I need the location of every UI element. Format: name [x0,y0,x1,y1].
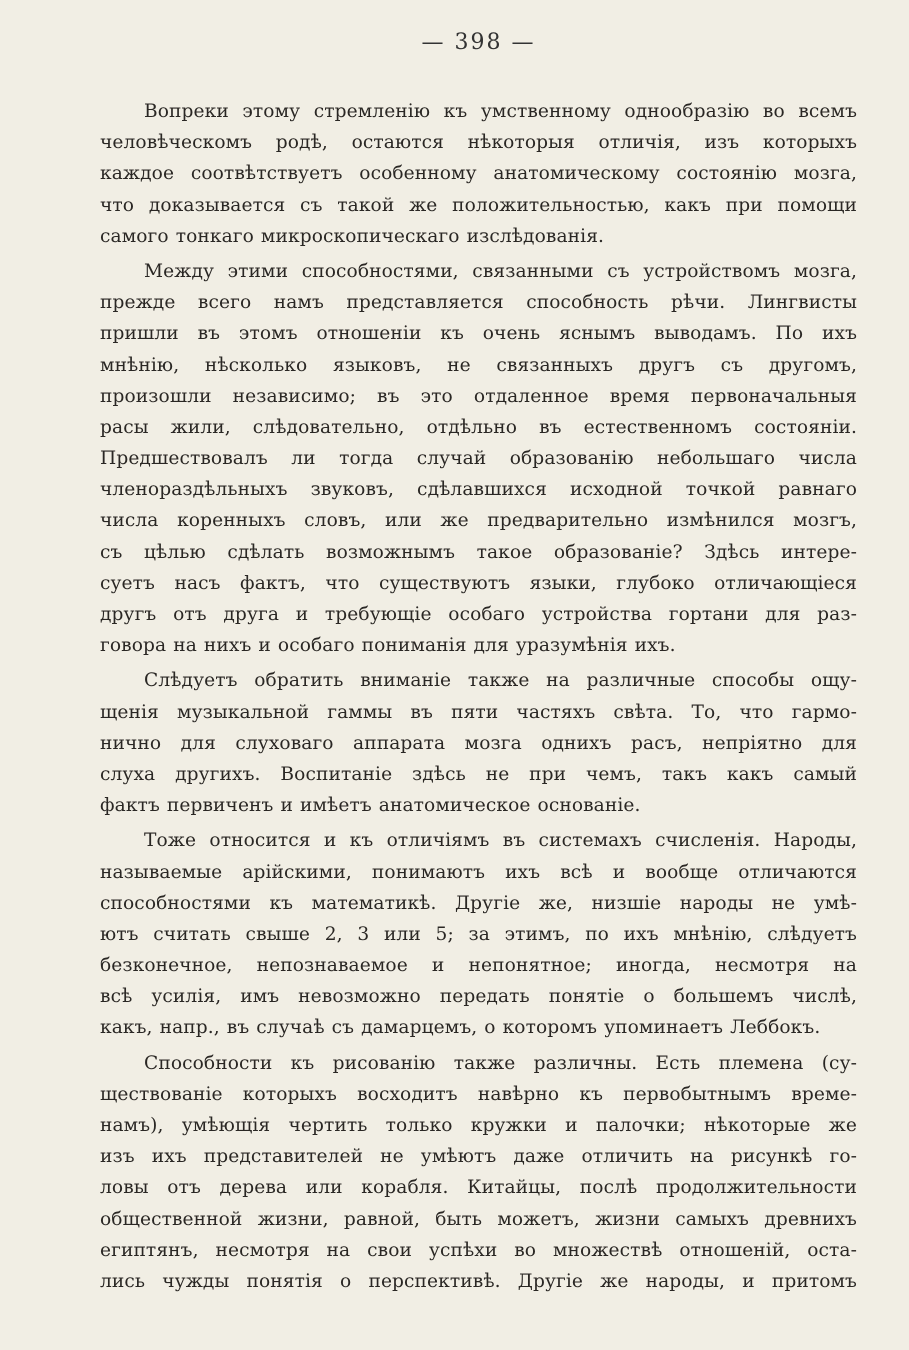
text-line: египтянъ, несмотря на свои успѣхи во множествѣ отношеній, оста- [100,1239,857,1261]
paragraph-2 [100,256,857,661]
text-line: ютъ считать свыше 2, 3 или 5; за этимъ, по ихъ мнѣнію, слѣдуетъ [100,923,857,945]
text-line: членораздѣльныхъ звуковъ, сдѣлавшихся исходной точкой равнаго [100,479,857,501]
text-line: пришли въ этомъ отношеніи къ очень яснымъ выводамъ. По ихъ [100,323,857,345]
text-line: самого тонкаго микроскопическаго изслѣдованія. [100,225,605,247]
paragraph-1 [100,96,857,252]
text-line: Вопреки этому стремленію къ умственному однообразію во всемъ [144,101,857,122]
text-line: способностями къ математикѣ. Другіе же, низшіе народы не умѣ- [100,892,857,914]
text-line: называемые арійскими, понимаютъ ихъ всѣ и вообще отличаются [100,861,857,883]
text-line: говора на нихъ и особаго пониманія для уразумѣнія ихъ. [100,635,676,657]
text-line: щенія музыкальной гаммы въ пяти частяхъ свѣта. То, что гармо- [100,701,857,723]
page-number: — 398 — [421,30,536,55]
text-line: каждое соотвѣтствуетъ особенному анатомическому состоянію мозга, [100,163,857,185]
paragraph-4 [100,825,857,1043]
text-line: Тоже относится и къ отличіямъ въ системахъ счисленія. Народы, [144,830,857,852]
text-line: изъ ихъ представителей не умѣютъ даже отличить на рисункѣ го- [100,1146,857,1168]
text-line: Способности къ рисованію также различны. Есть племена (су- [144,1052,857,1074]
text-line: какъ, напр., въ случаѣ съ дамарцемъ, о которомъ упоминаетъ Леббокъ. [100,1017,821,1039]
text-line: фактъ первиченъ и имѣетъ анатомическое основаніе. [100,795,641,817]
text-line: прежде всего намъ представляется способность рѣчи. Лингвисты [100,292,857,314]
text-line: общественной жизни, равной, быть можетъ, жизни самыхъ древнихъ [100,1208,857,1230]
text-line: всѣ усилія, имъ невозможно передать понятіе о большемъ числѣ, [100,986,857,1008]
text-line: ловы отъ дерева или корабля. Китайцы, послѣ продолжительности [100,1177,857,1199]
text-line: человѣческомъ родѣ, остаются нѣкоторыя отличія, изъ которыхъ [100,132,857,154]
text-line: намъ), умѣющія чертить только кружки и палочки; нѣкоторые же [100,1115,857,1136]
text-line: Предшествовалъ ли тогда случай образованію небольшаго числа [100,448,857,470]
text-line: безконечное, непознаваемое и непонятное; иногда, несмотря на [100,955,857,977]
text-line: произошли независимо; въ это отдаленное время первоначальныя [100,385,857,407]
text-line: числа коренныхъ словъ, или же предварительно измѣнился мозгъ, [100,510,857,532]
text-line: лись чужды понятія о перспективѣ. Другіе же народы, и притомъ [100,1270,857,1292]
text-line: суетъ насъ фактъ, что существуютъ языки, глубоко отличающіеся [100,572,857,594]
text-line: другъ отъ друга и требующіе особаго устройства гортани для раз- [100,604,857,625]
text-line: съ цѣлью сдѣлать возможнымъ такое образованіе? Здѣсь интере- [100,541,857,563]
text-line: расы жили, слѣдовательно, отдѣльно въ естественномъ состояніи. [100,416,857,438]
text-line: нично для слуховаго аппарата мозга однихъ расъ, непріятно для [100,732,857,754]
paragraph-5 [100,1048,857,1298]
text-line: мнѣнію, нѣсколько языковъ, не связанныхъ другъ съ другомъ, [100,354,857,376]
text-line: Слѣдуетъ обратить вниманіе также на различные способы ощу- [144,670,857,692]
text-line: что доказывается съ такой же положительностью, какъ при помощи [100,194,857,216]
text-line: Между этими способностями, связанными съ устройствомъ мозга, [144,260,857,282]
text-line: слуха другихъ. Воспитаніе здѣсь не при чемъ, такъ какъ самый [100,763,857,785]
text-line: ществованіе которыхъ восходитъ навѣрно къ первобытнымъ време- [100,1083,857,1105]
paragraph-3 [100,665,857,821]
